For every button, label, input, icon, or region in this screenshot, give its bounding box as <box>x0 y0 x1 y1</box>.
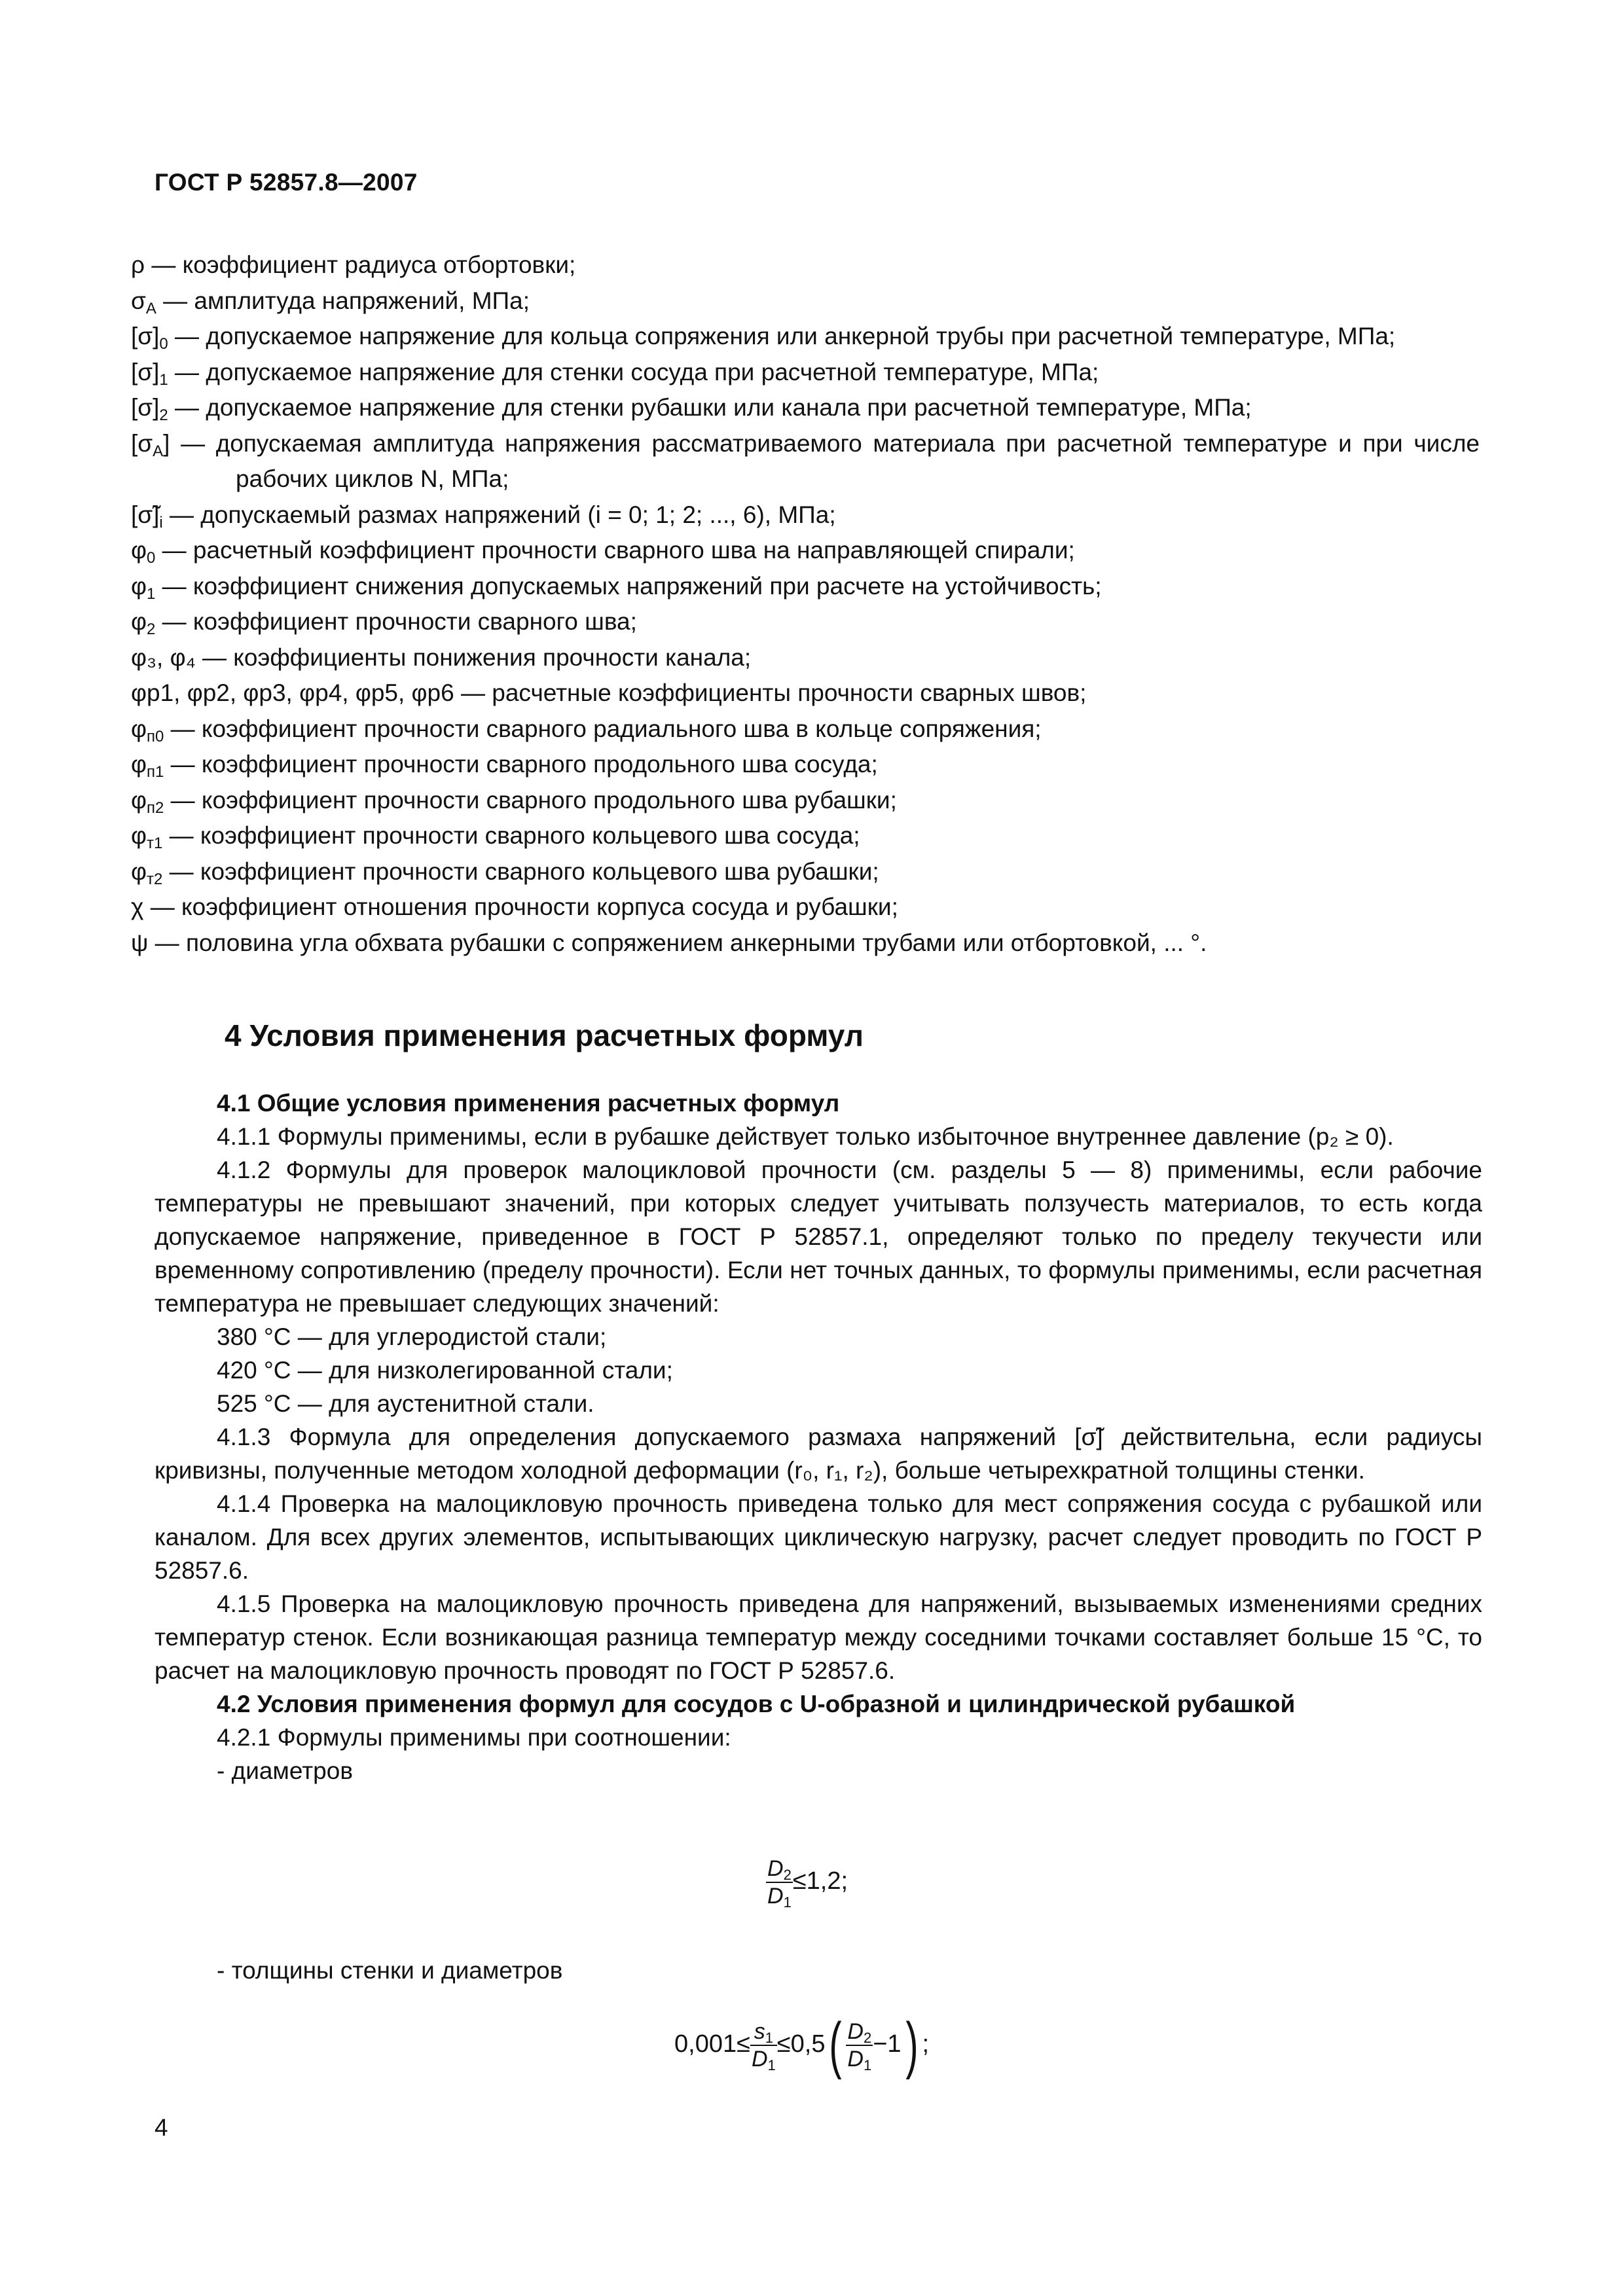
definition-text: — коэффициенты понижения прочности канала; <box>195 643 752 671</box>
symbol-definition-item <box>131 533 1480 569</box>
formula-diameter-ratio <box>766 1856 848 1909</box>
formula-thickness-ratio <box>674 2010 930 2080</box>
formula-minus-one: −1 <box>873 2030 902 2058</box>
definition-text: — расчетный коэффициент прочности сварного шва на направляющей спирали; <box>155 537 1075 564</box>
symbol-subscript: A <box>153 442 164 460</box>
symbol-label: [σ <box>131 429 153 457</box>
symbol-label: ρ <box>131 251 145 278</box>
symbol-label: φ <box>131 751 147 778</box>
temperature-limit-austenitic: 525 °С — для аустенитной стали. <box>217 1390 594 1417</box>
condition-diameters: - диаметров <box>217 1757 353 1784</box>
paragraph-4-1-2: 4.1.2 Формулы для проверок малоцикловой прочности (см. разделы 5 — 8) применимы, если рабочие температуры не превышают значений, при которых следует учитывать ползучесть материалов, то есть когда допускаемое напряжение, приведенное в ГОСТ Р 52857.1, определяют только по пределу текучести или временному сопротивлению (пределу прочности). Если нет точных данных, то формулы применимы, если расчетная температура не превышает следующих значений: <box>155 1157 1482 1317</box>
symbol-definition-item <box>131 889 1480 925</box>
definition-text: — допускаемое напряжение для кольца сопряжения или анкерной трубы при расчетной температуре, МПа; <box>168 323 1396 350</box>
paragraph-4-1-3: 4.1.3 Формула для определения допускаемого размаха напряжений [σ̃] действительна, если радиусы кривизны, полученные методом холодной деформации (r₀, r₁, r₂), больше четырехкратной толщины стенки. <box>155 1424 1482 1484</box>
symbol-label: [σ] <box>131 323 160 350</box>
definition-text: — коэффициент прочности сварного продольного шва рубашки; <box>164 786 897 814</box>
formula-upper-coef: ≤0,5 <box>776 2030 826 2058</box>
fraction-s1-d1: $\frac{s_1}{D_1}$ <box>751 2019 776 2073</box>
condition-wall-thickness: - толщины стенки и диаметров <box>217 1957 563 1984</box>
definition-text: — расчетные коэффициенты прочности сварных швов; <box>454 679 1087 706</box>
subsection-heading-4-1: 4.1 Общие условия применения расчетных формул <box>217 1090 840 1117</box>
symbol-definition-item <box>131 854 1480 890</box>
symbol-label: φ <box>131 572 147 600</box>
symbol-definition-item <box>131 640 1480 676</box>
definition-text: — коэффициент прочности сварного радиального шва в кольце сопряжения; <box>164 715 1042 742</box>
symbol-label: φ <box>131 786 147 814</box>
symbol-definition-item <box>131 675 1480 711</box>
symbol-definition-item <box>131 426 1480 497</box>
symbol-definition-item <box>131 247 1480 283</box>
paragraph-4-1-5: 4.1.5 Проверка на малоцикловую прочность приведена для напряжений, вызываемых изменениями средних температур стенок. Если возникающая разница температур между соседними точками составляет больше 15 °С, то расчет на малоцикловую прочность проводят по ГОСТ Р 52857.6. <box>155 1590 1482 1684</box>
symbol-definition-item <box>131 818 1480 854</box>
symbol-definition-item <box>131 711 1480 747</box>
definition-text: — коэффициент прочности сварного кольцевого шва рубашки; <box>162 857 879 885</box>
symbol-subscript: i <box>159 513 163 531</box>
symbol-subscript: 2 <box>147 620 156 638</box>
symbol-subscript: 1 <box>147 584 156 603</box>
document-code-header: ГОСТ Р 52857.8—2007 <box>155 169 418 196</box>
symbol-subscript: п2 <box>147 798 164 817</box>
symbol-definition-item <box>131 390 1480 426</box>
paragraph-4-2-1: 4.2.1 Формулы применимы при соотношении: <box>217 1724 731 1751</box>
paragraph-4-1-1: 4.1.1 Формулы применимы, если в рубашке действует только избыточное внутреннее давление (p₂ ≥ 0). <box>217 1123 1394 1150</box>
symbol-label: ψ <box>131 929 149 956</box>
definition-text: — допускаемый размах напряжений (i = 0; 1; 2; ..., 6), МПа; <box>162 501 836 528</box>
formula-rhs: ≤1,2; <box>792 1867 848 1895</box>
symbol-tail: ] <box>163 429 170 457</box>
formula-end: ; <box>922 2030 930 2058</box>
symbol-definition-item <box>131 319 1480 355</box>
symbol-definition-item <box>131 569 1480 605</box>
right-parenthesis: ) <box>905 2010 919 2080</box>
definition-text: — коэффициент снижения допускаемых напряжений при расчете на устойчивость; <box>155 572 1102 600</box>
symbol-definition-item <box>131 747 1480 783</box>
definition-text: — коэффициент отношения прочности корпуса сосуда и рубашки; <box>143 893 898 920</box>
symbol-definitions-list <box>131 247 1480 961</box>
definition-text: — коэффициент прочности сварного продольного шва сосуда; <box>164 751 878 778</box>
definition-text: — коэффициент прочности сварного кольцевого шва сосуда; <box>162 822 860 849</box>
symbol-label: χ <box>131 893 144 920</box>
symbol-label: φ <box>131 857 147 885</box>
symbol-label: φ <box>131 608 147 635</box>
section-title: 4 Условия применения расчетных формул <box>225 1018 864 1052</box>
symbol-definition-item <box>131 283 1480 319</box>
left-parenthesis: ( <box>829 2010 843 2080</box>
temperature-limit-low-alloy: 420 °С — для низколегированной стали; <box>217 1357 673 1384</box>
symbol-subscript: п1 <box>147 763 164 781</box>
symbol-definition-item <box>131 925 1480 961</box>
symbol-subscript: 2 <box>159 406 168 424</box>
definition-text: — коэффициент радиуса отбортовки; <box>145 251 576 278</box>
definition-text: — половина угла обхвата рубашки с сопряжением анкерными трубами или отбортовкой, ... °. <box>148 929 1207 956</box>
symbol-subscript: 0 <box>147 549 156 567</box>
formula-lower-bound: 0,001≤ <box>674 2030 750 2058</box>
fraction-d2-d1: $\frac{D_2}{D_1}$ <box>767 1856 792 1910</box>
symbol-label: [σ] <box>131 358 160 386</box>
symbol-definition-item <box>131 604 1480 640</box>
definition-text: — допускаемое напряжение для стенки сосуда при расчетной температуре, МПа; <box>168 358 1099 386</box>
symbol-subscript: 0 <box>159 335 168 353</box>
section-body <box>155 1086 1482 1787</box>
subsection-heading-4-2: 4.2 Условия применения формул для сосудов с U-образной и цилиндрической рубашкой <box>217 1691 1296 1717</box>
symbol-definition-item <box>131 355 1480 391</box>
symbol-label: σ <box>131 287 146 314</box>
symbol-label: [σ̃] <box>131 501 160 528</box>
symbol-subscript: п0 <box>147 727 164 745</box>
page-number: 4 <box>155 2114 168 2141</box>
symbol-label: φ₃, φ₄ <box>131 643 196 671</box>
definition-text: — допускаемое напряжение для стенки рубашки или канала при расчетной температуре, МПа; <box>168 394 1252 421</box>
symbol-subscript: т1 <box>147 834 163 852</box>
symbol-label: φ <box>131 715 147 742</box>
symbol-definition-item <box>131 497 1480 533</box>
paragraph-4-1-4: 4.1.4 Проверка на малоцикловую прочность приведена только для мест сопряжения сосуда с рубашкой или каналом. Для всех других элементов, испытывающих циклическую нагрузку, расчет следует проводить по ГОСТ Р 52857.6. <box>155 1490 1482 1584</box>
symbol-definition-item <box>131 783 1480 819</box>
symbol-label: φ <box>131 822 147 849</box>
fraction-d2-d1-inner: $\frac{D_2}{D_1}$ <box>847 2019 872 2073</box>
definition-text: — амплитуда напряжений, МПа; <box>156 287 530 314</box>
symbol-subscript: 1 <box>159 370 168 389</box>
symbol-label: φp1, φp2, φp3, φp4, φp5, φp6 <box>131 679 454 706</box>
symbol-label: φ <box>131 537 147 564</box>
symbol-subscript: т2 <box>147 870 163 888</box>
symbol-label: [σ] <box>131 394 160 421</box>
temperature-limit-carbon: 380 °С — для углеродистой стали; <box>217 1323 607 1350</box>
definition-text: — коэффициент прочности сварного шва; <box>155 608 637 635</box>
symbol-subscript: A <box>145 299 156 317</box>
definition-text: — допускаемая амплитуда напряжения рассматриваемого материала при расчетной температуре и при числе рабочих циклов N, МПа; <box>170 429 1480 492</box>
